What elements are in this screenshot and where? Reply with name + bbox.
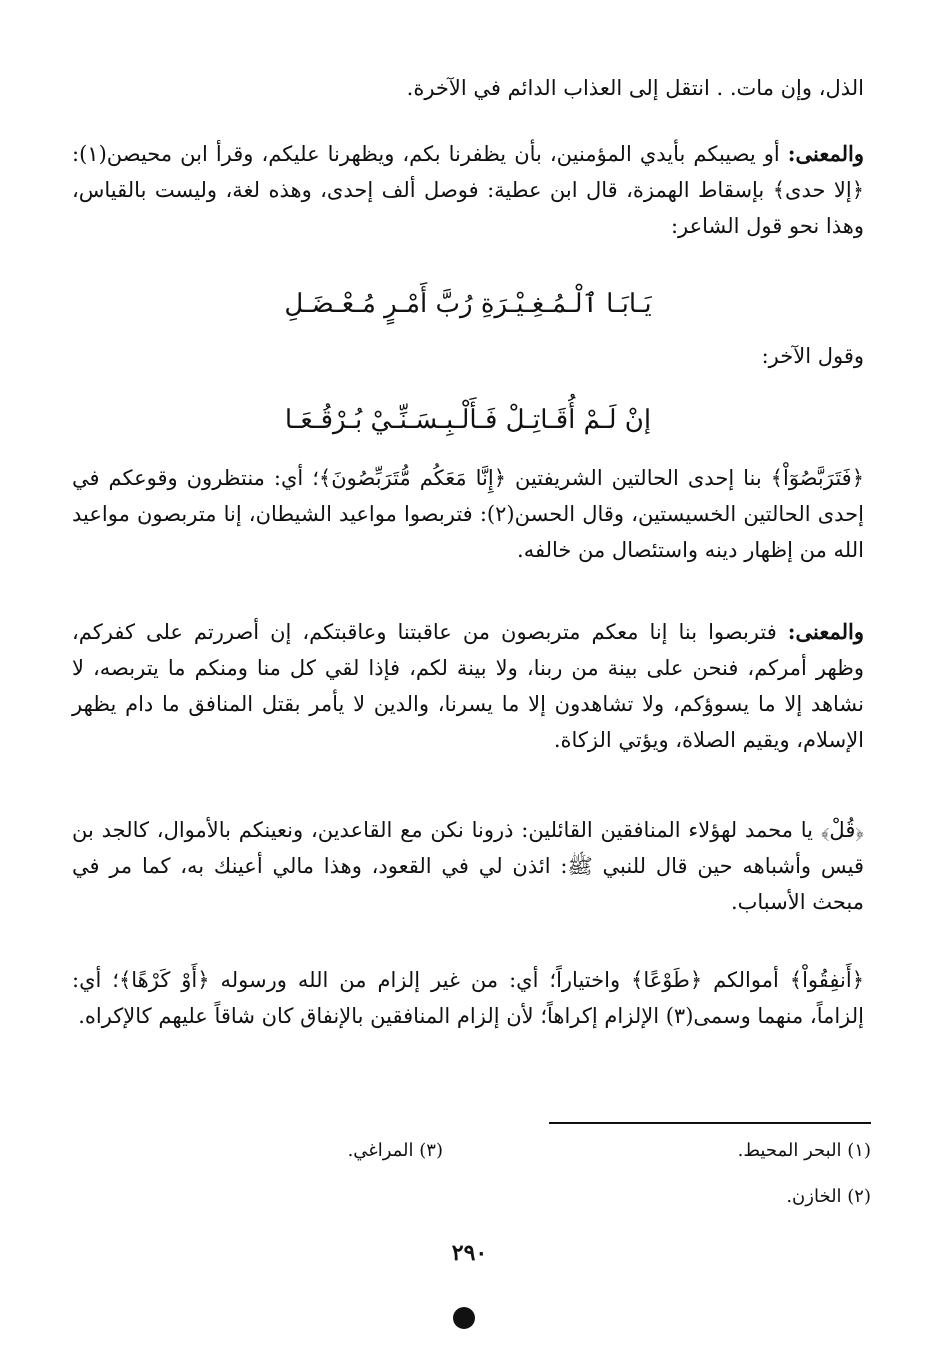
paragraph-qul <box>72 812 864 920</box>
footnote-separator <box>549 1122 871 1124</box>
paragraph-meaning-2 <box>72 614 864 758</box>
page-ornament-dot <box>453 1307 475 1329</box>
poetry-verse-2: إنْ لَـمْ أُقَـاتِـلْ فَـأَلْـبِـسَـنِّـيْ بُـرْقُـعَـا <box>284 405 652 435</box>
paragraph-text: فتربصوا بنا إنا معكم متربصون من عاقبتنا وعاقبتكم، إن أصررتم على كفركم، وظهر أمركم، فنحن على بينة من ربنا، ولا بينة لكم، فإذا لقي كل منا ومنكم ما يتربصه، لا نشاهد إلا ما يسوؤكم، ولا تشاهدون إلا ما يسرنا، والدين لا يأمر بقتل المنافق ما دام يظهر الإسلام، ويقيم الصلاة، ويؤتي الزكاة. <box>72 620 864 752</box>
poetry-verse-1: يَـابَـا ٱلْـمُـغِـيْـرَةِ رُبَّ أَمْـرٍ مُـعْـضَـلِ <box>284 289 652 319</box>
paragraph-text: ﴿فَتَرَبَّصُوٓاْ﴾ بنا إحدى الحالتين الشريفتين ﴿إِنَّا مَعَكُم مُّتَرَبِّصُونَ﴾؛ أي: منتظرون وقوعكم في إحدى الحالتين الخسيستين، وقال الحسن(٢): فتربصوا مواعيد الشيطان، إنا متربصون مواعيد الله من إظهار دينه واستئصال من خالفه. <box>72 466 864 562</box>
footnote-3: (٣) المراغي. <box>347 1140 443 1161</box>
paragraph-text: ﴿أَنفِقُواْ﴾ أموالكم ﴿طَوْعًا﴾ واختياراً؛ أي: من غير إلزام من الله ورسوله ﴿أَوْ كَرْهًا﴾؛ أي: إلزاماً، منهما وسمى(٣) الإلزام إكراهاً؛ لأن إلزام المنافقين بالإنفاق كان شاقاً عليهم كالإكراه. <box>72 968 864 1028</box>
paragraph-text: وقول الآخر: <box>761 344 864 368</box>
meaning-keyword: والمعنى: <box>787 141 864 166</box>
paragraph-text: أو يصيبكم بأيدي المؤمنين، بأن يظفرنا بكم، ويظهرنا عليكم، وقرأ ابن محيصن(١): ﴿إلا حدى﴾ بإسقاط الهمزة، قال ابن عطية: فوصل ألف إحدى، وهذه لغة، وليست بالقياس، وهذا نحو قول الشاعر: <box>72 142 864 238</box>
paragraph-text: ﴿قُلْ﴾ يا محمد لهؤلاء المنافقين القائلين: ذرونا نكن مع القاعدين، ونعينكم بالأموال، كالجد بن قيس وأشباهه حين قال للنبي ﷺ: ائذن لي في القعود، وهذا مالي أعينك به، كما مر في مبحث الأسباب. <box>72 818 864 914</box>
footnote-2: (٢) الخازن. <box>786 1186 871 1207</box>
paragraph-anfiqu <box>72 962 864 1034</box>
footnote-1: (١) البحر المحيط. <box>737 1140 871 1161</box>
page-number: ٢٩٠ <box>451 1240 488 1266</box>
meaning-keyword: والمعنى: <box>787 619 864 644</box>
paragraph-continuation <box>72 70 864 106</box>
paragraph-text: الذل، وإن مات. . انتقل إلى العذاب الدائم في الآخرة. <box>406 76 864 100</box>
poetry-intro <box>72 338 864 374</box>
paragraph-tarabbasu <box>72 460 864 568</box>
paragraph-meaning-1 <box>72 136 864 244</box>
